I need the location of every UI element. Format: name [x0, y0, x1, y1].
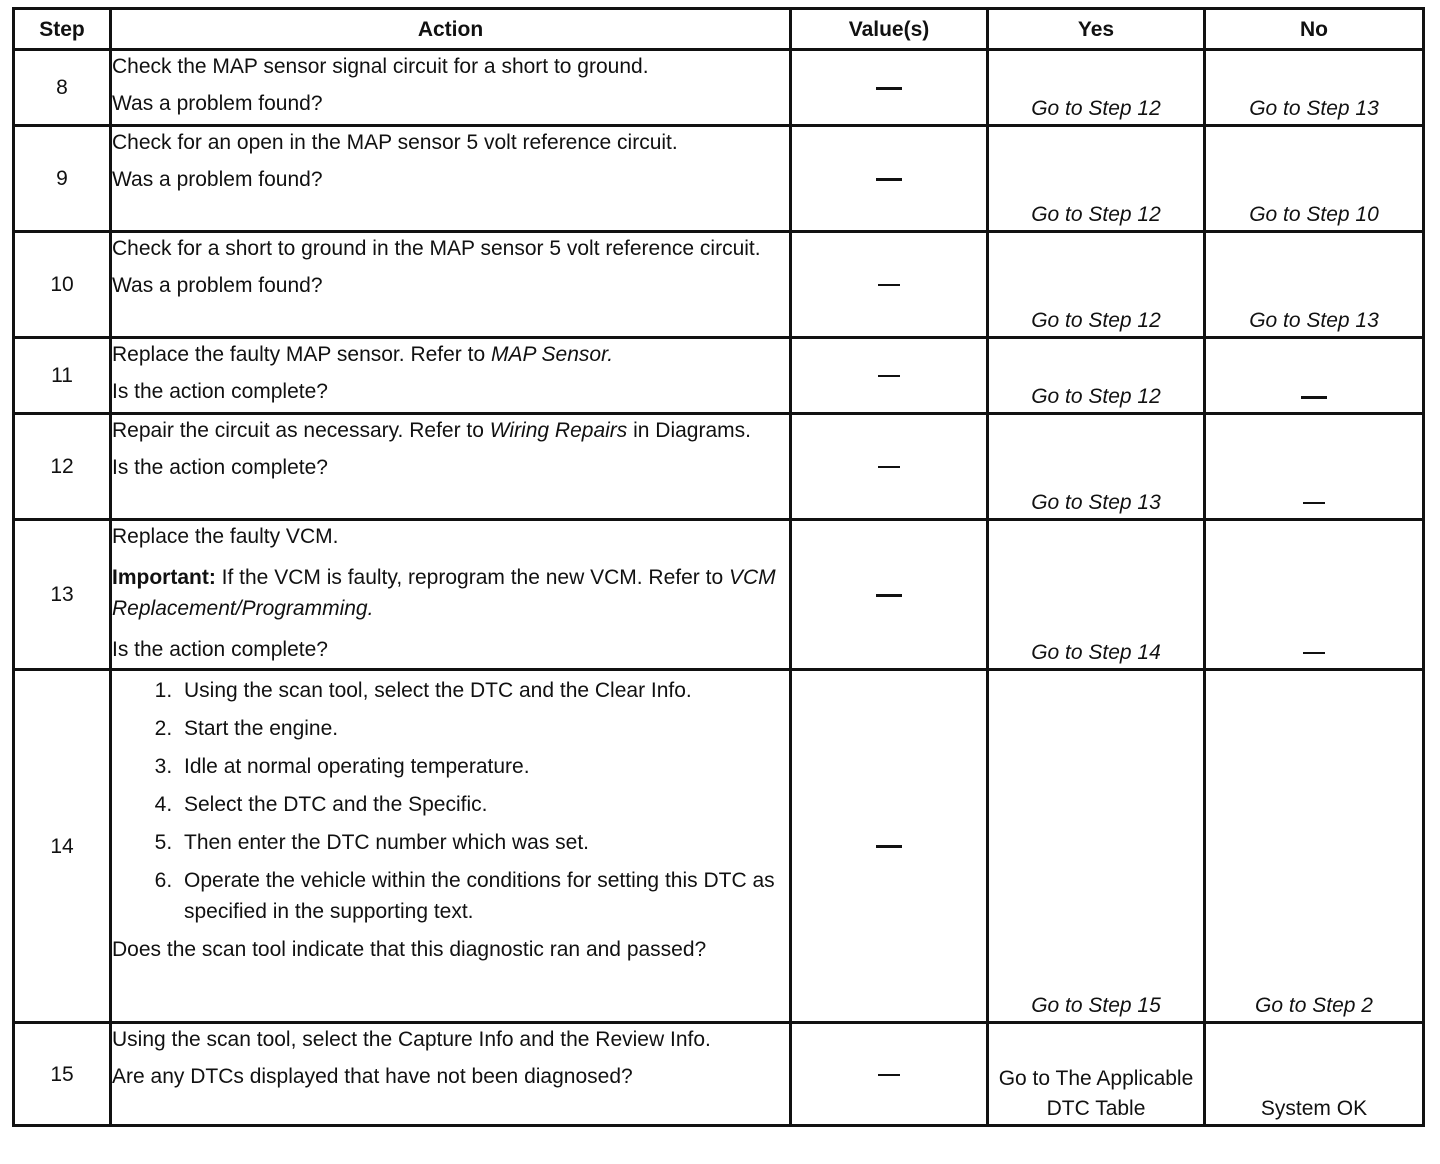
header-step: Step: [14, 9, 111, 50]
em-dash: [878, 466, 900, 468]
action-cell: [111, 670, 791, 1023]
value-cell: [791, 232, 988, 338]
header-yes: Yes: [988, 9, 1205, 50]
yes-goto: Go to Step 14: [988, 520, 1205, 670]
no-goto: Go to Step 13: [1205, 232, 1424, 338]
procedure-item: 4. Select the DTC and the Specific.: [178, 789, 789, 820]
header-values: Value(s): [791, 9, 988, 50]
em-dash: [876, 178, 902, 181]
no-result: System OK: [1205, 1023, 1424, 1126]
action-text-suffix: in Diagrams.: [627, 419, 751, 442]
em-dash: [876, 87, 902, 90]
em-dash: [878, 284, 900, 286]
procedure-item: 6. Operate the vehicle within the conditions for setting this DTC as specified in the supporting text.: [178, 865, 789, 927]
step-number: 14: [14, 670, 111, 1023]
header-row: [14, 9, 1424, 50]
value-cell: [791, 50, 988, 126]
em-dash: [876, 845, 902, 848]
em-dash: [1303, 502, 1325, 504]
action-question: Is the action complete?: [112, 638, 328, 661]
reference-link-text: Wiring Repairs: [489, 419, 628, 442]
action-question: Does the scan tool indicate that this diagnostic ran and passed?: [112, 938, 707, 961]
procedure-item: 1. Using the scan tool, select the DTC and the Clear Info.: [178, 675, 789, 706]
yes-goto: Go to Step 12: [988, 126, 1205, 232]
reference-link-text: MAP Sensor.: [490, 343, 614, 366]
action-cell: [111, 50, 791, 126]
step-number: 11: [14, 338, 111, 414]
procedure-list: [112, 675, 789, 927]
action-question: Is the action complete?: [112, 380, 328, 403]
action-cell: [111, 126, 791, 232]
yes-goto: Go to Step 12: [988, 338, 1205, 414]
step-number: 13: [14, 520, 111, 670]
action-text-prefix: Replace the faulty MAP sensor. Refer to: [112, 343, 491, 366]
value-cell: [791, 1023, 988, 1126]
action-text: Check for a short to ground in the MAP sensor 5 volt reference circuit.: [112, 237, 761, 260]
important-text: If the VCM is faulty, reprogram the new VCM. Refer to: [215, 566, 729, 589]
table-row: [14, 414, 1424, 520]
yes-goto: Go to Step 15: [988, 670, 1205, 1023]
action-cell: [111, 232, 791, 338]
table-row: [14, 126, 1424, 232]
action-question: Was a problem found?: [112, 274, 323, 297]
step-number: 8: [14, 50, 111, 126]
value-cell: [791, 338, 988, 414]
em-dash: [1303, 652, 1325, 654]
value-cell: [791, 670, 988, 1023]
action-question: Are any DTCs displayed that have not been diagnosed?: [112, 1065, 633, 1088]
diagnostic-table-page: [12, 7, 1422, 1127]
action-text: Check for an open in the MAP sensor 5 volt reference circuit.: [112, 131, 678, 154]
no-cell: [1205, 338, 1424, 414]
action-question: Was a problem found?: [112, 92, 323, 115]
table-row: [14, 520, 1424, 670]
table-row: [14, 670, 1424, 1023]
action-question: Was a problem found?: [112, 168, 323, 191]
diagnostic-table: [12, 7, 1425, 1127]
em-dash: [1301, 396, 1327, 399]
table-row: [14, 338, 1424, 414]
yes-result: Go to The Applicable DTC Table: [988, 1023, 1205, 1126]
value-cell: [791, 126, 988, 232]
procedure-item: 5. Then enter the DTC number which was set.: [178, 827, 789, 858]
action-text-prefix: Repair the circuit as necessary. Refer to: [112, 419, 490, 442]
step-number: 15: [14, 1023, 111, 1126]
action-question: Is the action complete?: [112, 456, 328, 479]
action-text: [112, 415, 789, 446]
no-cell: [1205, 414, 1424, 520]
yes-goto: Go to Step 12: [988, 232, 1205, 338]
action-cell: [111, 338, 791, 414]
yes-goto: Go to Step 12: [988, 50, 1205, 126]
step-number: 10: [14, 232, 111, 338]
action-text: Using the scan tool, select the Capture Info and the Review Info.: [112, 1028, 711, 1051]
table-row: [14, 232, 1424, 338]
em-dash: [878, 375, 900, 377]
reference-link-text: VCM Replacement/Programming.: [112, 566, 776, 620]
em-dash: [876, 594, 902, 597]
no-goto: Go to Step 13: [1205, 50, 1424, 126]
important-label: Important:: [112, 566, 216, 589]
no-goto: Go to Step 2: [1205, 670, 1424, 1023]
header-action: Action: [111, 9, 791, 50]
table-row: [14, 50, 1424, 126]
action-text: Check the MAP sensor signal circuit for a short to ground.: [112, 55, 649, 78]
yes-goto: Go to Step 13: [988, 414, 1205, 520]
action-cell: [111, 520, 791, 670]
value-cell: [791, 414, 988, 520]
table-row: [14, 1023, 1424, 1126]
action-text: [112, 339, 789, 370]
action-cell: [111, 1023, 791, 1126]
procedure-item: 2. Start the engine.: [178, 713, 789, 744]
action-text: Replace the faulty VCM.: [112, 525, 339, 548]
step-number: 12: [14, 414, 111, 520]
procedure-item: 3. Idle at normal operating temperature.: [178, 751, 789, 782]
step-number: 9: [14, 126, 111, 232]
value-cell: [791, 520, 988, 670]
important-note: [112, 562, 789, 624]
em-dash: [878, 1074, 900, 1076]
header-no: No: [1205, 9, 1424, 50]
no-cell: [1205, 520, 1424, 670]
action-cell: [111, 414, 791, 520]
no-goto: Go to Step 10: [1205, 126, 1424, 232]
